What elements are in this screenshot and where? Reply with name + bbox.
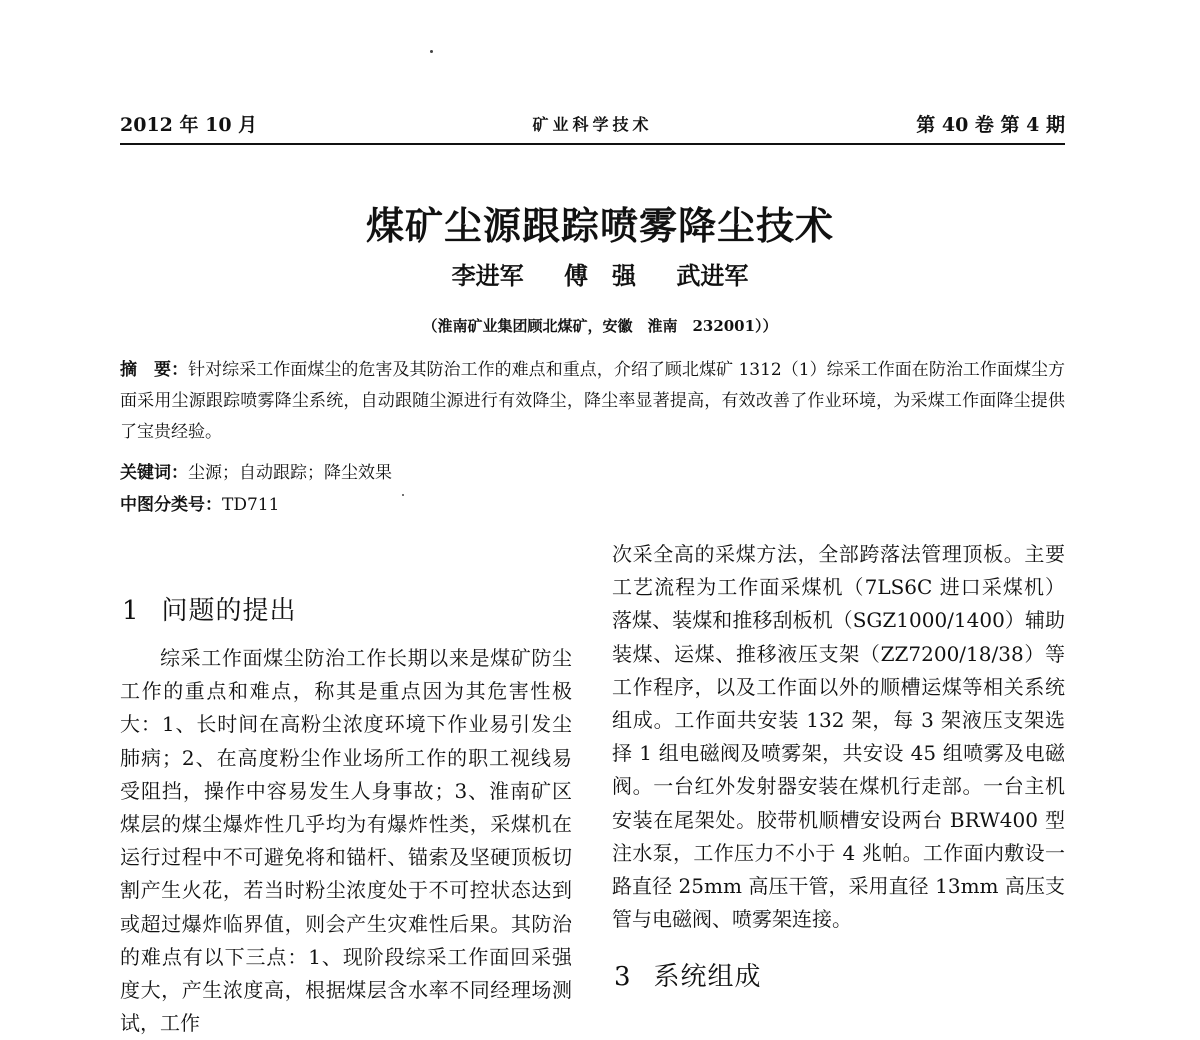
scan-speck (430, 50, 433, 53)
section-3-heading (614, 956, 762, 993)
paper-title: 煤矿尘源跟踪喷雾降尘技术 (365, 203, 834, 248)
right-column-paragraph: 次采全高的采煤方法，全部跨落法管理顶板。主要工艺流程为工作面采煤机（7LS6C 进口采煤机）落煤、装煤和推移刮板机（SGZ1000/1400）辅助装煤、运煤、推移液压支架（ZZ7200/18/38）等工作程序，以及工作面以外的顺槽运煤等相关系统组成。工作面共安装 132 架，每 3 架液压支架选择 1 组电磁阀及喷雾架，共安设 45 组喷雾及电磁阀。一台红外发射器安装在煤机行走部。一台主机安装在尾架处。胶带机顺槽安设两台 BRW400 型注水泵，工作压力不小于 4 兆帕。工作面内敷设一路直径 25mm 高压干管，采用直径 13mm 高压支管与电磁阀、喷雾架连接。 (612, 542, 1065, 932)
section-1-heading (122, 590, 297, 627)
section-1-paragraph: 综采工作面煤尘防治工作长期以来是煤矿防尘工作的重点和难点，称其是重点因为其危害性极大：1、长时间在高粉尘浓度环境下作业易引发尘肺病；2、在高度粉尘作业场所工作的职工视线易受阻挡，操作中容易发生人身事故；3、淮南矿区煤层的煤尘爆炸性几乎均为有爆炸性类，采煤机在运行过程中不可避免将和锚杆、锚索及坚硬顶板切割产生火花，若当时粉尘浓度处于不可控状态达到或超过爆炸临界值，则会产生灾难性后果。其防治的难点有以下三点：1、现阶段综采工作面回采强度大，产生浓度高，根据煤层含水率不同经理场测试，工作 (120, 646, 572, 1036)
author: 李进军 (451, 261, 524, 290)
left-column (120, 642, 572, 1040)
author: 武进军 (676, 261, 749, 290)
journal-name: 矿业科学技术 (532, 115, 653, 134)
keywords-label: 关键词： (120, 463, 188, 483)
abstract (120, 355, 1065, 448)
keywords (120, 458, 392, 483)
volume-issue: 第 40 卷 第 4 期 (916, 114, 1065, 136)
section-title: 问题的提出 (161, 596, 297, 626)
section-number: 1 (122, 596, 140, 626)
affiliation: （淮南矿业集团顾北煤矿，安徽 淮南 232001）） (422, 317, 778, 335)
header-rule (120, 143, 1065, 145)
scan-speck (402, 494, 404, 496)
classification (120, 490, 279, 515)
section-number: 3 (614, 962, 632, 992)
running-header (120, 110, 1065, 140)
abstract-text: 针对综采工作面煤尘的危害及其防治工作的难点和重点，介绍了顾北煤矿 1312（1）综采工作面在防治工作面煤尘方面采用尘源跟踪喷雾降尘系统，自动跟随尘源进行有效降尘，降尘率显著提高，有效改善了作业环境，为采煤工作面降尘提供了宝贵经验。 (120, 360, 1066, 442)
classification-label: 中图分类号： (120, 495, 222, 515)
keywords-text: 尘源；自动跟踪；降尘效果 (188, 463, 392, 483)
section-title: 系统组成 (653, 962, 762, 992)
author: 傅 强 (564, 261, 636, 290)
abstract-label: 摘 要： (120, 360, 189, 380)
issue-date: 2012 年 10 月 (120, 114, 258, 136)
right-column (612, 538, 1065, 936)
author-list (0, 256, 1200, 291)
classification-text: TD711 (222, 495, 280, 515)
